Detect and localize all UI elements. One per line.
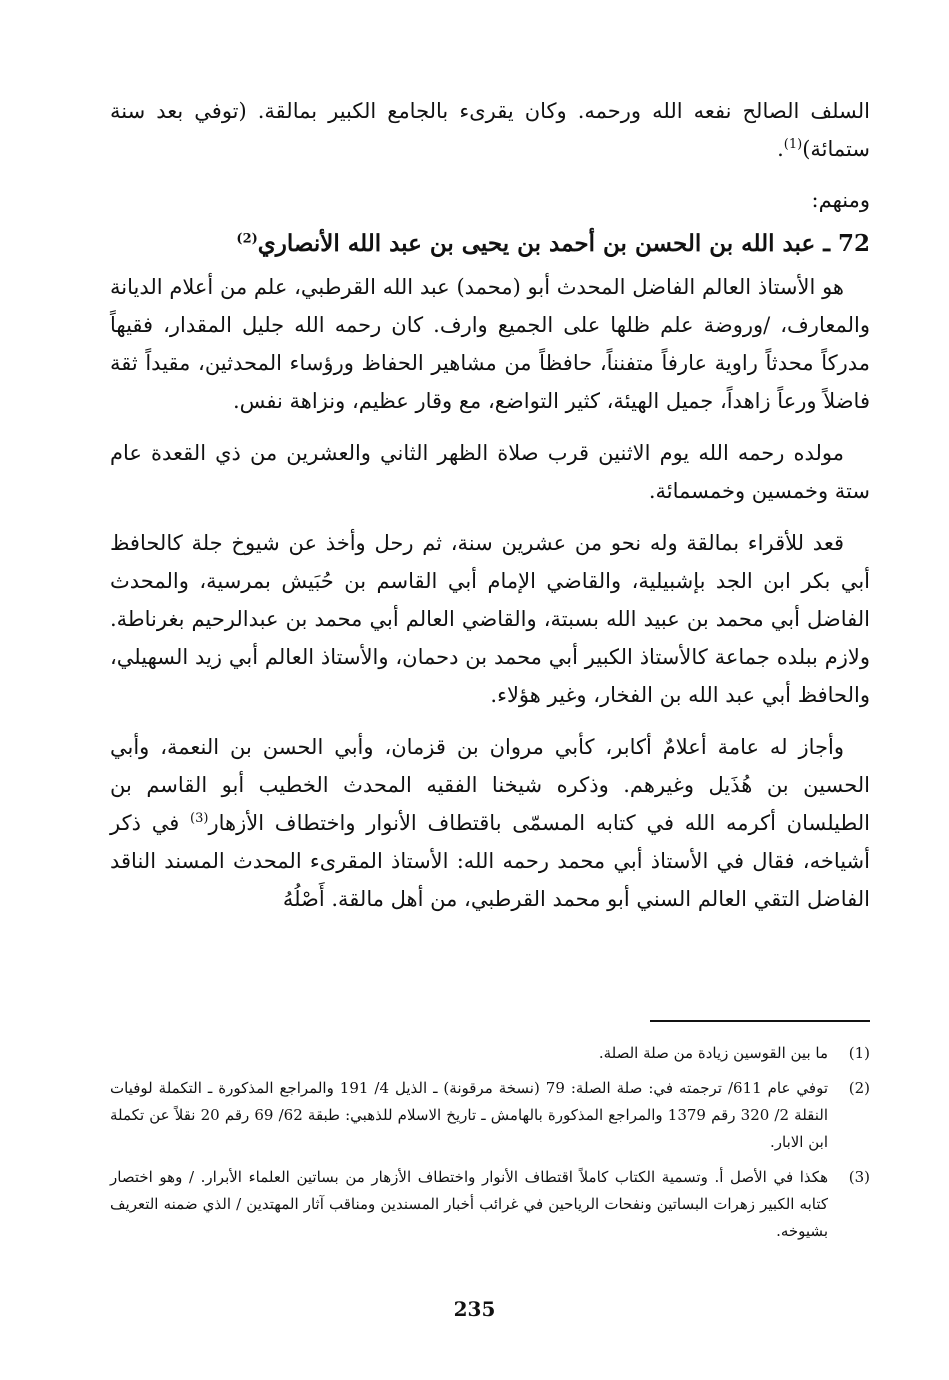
entry-heading [110, 222, 870, 266]
footnote-3 [110, 1164, 870, 1245]
footnote-1 [110, 1040, 870, 1067]
footnote-ref-2[interactable]: (2) [236, 231, 258, 247]
footnote-divider [650, 1020, 870, 1022]
page-number: 235 [453, 1297, 496, 1321]
paragraph-birth: مولده رحمه الله يوم الاثنين قرب صلاة الظهر الثاني والعشرين من ذي القعدة عام ستة وخمسين وخمسمائة. [110, 441, 870, 503]
intro-tail: . [777, 137, 784, 161]
paragraph-licenses [110, 728, 870, 918]
footnote-2 [110, 1075, 870, 1156]
footnote-number: (2) [848, 1079, 870, 1097]
paragraph-biography: هو الأستاذ العالم الفاضل المحدث أبو (محمد) عبد الله القرطبي، علم من أعلام الديانة والمعارف، /وروضة علم ظلها على الجميع وارف. كان رحمه الله جليل المقدار، فقيهاً مدركاً محدثاً راوية عارفاً متفنناً، حافظاً من مشاهير الحفاظ ورؤساء المحدثين، مقيداً ثقة فاضلاً ورعاً زاهداً، جميل الهيئة، كثير التواضع، مع وقار عظيم، ونزاهة نفس. [110, 275, 870, 413]
licenses-text-2: في ذكر أشياخه، فقال في الأستاذ أبي محمد رحمه الله: الأستاذ المقرىء المحدث المسند الناقد الفاضل التقي العالم السني أبو محمد القرطبي، من أهل مالقة. أَصْلُهُ [110, 811, 870, 911]
main-text [110, 92, 870, 932]
footnote-ref-3[interactable]: (3) [190, 811, 209, 826]
intro-text: السلف الصالح نفعه الله ورحمه. وكان يقرىء بالجامع الكبير بمالقة. (توفي بعد سنة ستمائة) [110, 99, 870, 161]
footnote-number: (1) [848, 1044, 870, 1062]
footnote-text: ما بين القوسين زيادة من صلة الصلة. [598, 1044, 828, 1062]
lead-in: ومنهم: [811, 188, 870, 212]
intro-paragraph [110, 92, 870, 168]
footnote-text: هكذا في الأصل أ. وتسمية الكتاب كاملاً اقتطاف الأنوار واختطاف الأزهار من بساتين العلماء الأبرار. / وهو اختصار كتابه الكبير زهرات البساتين ونفحات الرياحين في غرائب أخبار المسندين ومناقب آثار المهتدين / الذي ضمنه التعريف بشيوخه. [110, 1168, 828, 1240]
paragraph-teachers: قعد للأقراء بمالقة وله نحو من عشرين سنة، ثم رحل وأخذ عن شيوخ جلة كالحافظ أبي بكر ابن الجد بإشبيلية، والقاضي الإمام أبي القاسم بن حُبَيش بمرسية، والمحدث الفاضل أبي محمد بن عبيد الله بسبتة، والقاضي العالم أبي محمد بن عبدالرحيم بغرناطة. ولازم ببلده جماعة كالأستاذ الكبير أبي محمد بن دحمان، والأستاذ العالم أبي زيد السهيلي، والحافظ أبي عبد الله بن الفخار، وغير هؤلاء. [110, 531, 871, 707]
footnote-number: (3) [848, 1168, 870, 1186]
footnote-ref-1[interactable]: (1) [783, 137, 803, 152]
footnote-text: توفي عام 611/ ترجمته في: صلة الصلة: 79 (نسخة مرقونة) ـ الذيل 4/ 191 والمراجع المذكورة ـ التكملة لوفيات النقلة 2/ 320 رقم 1379 والمراجع المذكورة بالهامش ـ تاريخ الاسلام للذهبي: طبقة 62/ 69 رقم 20 نقلاً عن تكملة ابن الابار. [110, 1079, 829, 1151]
licenses-text-1: وأجاز له عامة أعلامٌ أكابر، كأبي مروان بن قزمان، وأبي الحسن بن النعمة، وأبي الحسين بن هُذَيل وغيرهم. وذكره شيخنا الفقيه المحدث الخطيب أبو القاسم بن الطيلسان أكرمه الله في كتابه المسمّى باقتطاف الأنوار واختطاف الأزهار [110, 735, 870, 835]
footnotes [110, 1040, 870, 1253]
entry-title: 72 ـ عبد الله بن الحسن بن أحمد بن يحيى بن عبد الله الأنصاري [257, 230, 870, 257]
